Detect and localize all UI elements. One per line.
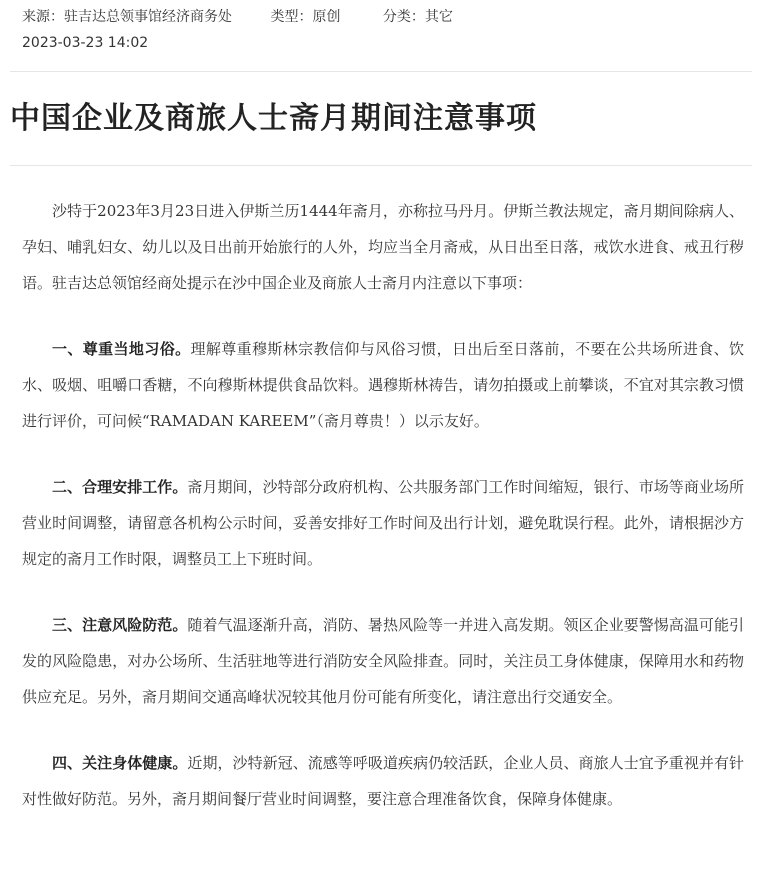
section-heading: 四、关注身体健康。 [52, 754, 188, 772]
section-body: 随着气温逐渐升高，消防、暑热风险等一并进入高发期。领区企业要警惕高温可能引发的风险隐患，对办公场所、生活驻地等进行消防安全风险排查。同时，关注员工身体健康，保障用水和药物供应充足。另外，斋月期间交通高峰状况较其他月份可能有所变化，请注意出行交通安全。 [22, 616, 744, 706]
intro-paragraph: 沙特于2023年3月23日进入伊斯兰历1444年斋月，亦称拉马丹月。伊斯兰教法规定，斋月期间除病人、孕妇、哺乳妇女、幼儿以及日出前开始旅行的人外，均应当全月斋戒，从日出至日落，戒饮水进食、戒丑行秽语。驻吉达总领馆经商处提示在沙中国企业及商旅人士斋月内注意以下事项： [22, 202, 744, 292]
section-body: 近期，沙特新冠、流感等呼吸道疾病仍较活跃，企业人员、商旅人士宜予重视并有针对性做好防范。另外，斋月期间餐厅营业时间调整，要注意合理准备饮食，保障身体健康。 [22, 754, 744, 808]
section-heading: 二、合理安排工作。 [52, 478, 188, 496]
section-paragraph [22, 607, 744, 715]
section-paragraph [22, 331, 744, 439]
section-paragraph [22, 745, 744, 817]
article-meta [22, 7, 453, 53]
article-body [22, 193, 744, 847]
source-label: 来源：驻吉达总领事馆经济商务处 [22, 9, 232, 25]
meta-row [22, 7, 453, 27]
title-divider [10, 165, 752, 166]
section-heading: 三、注意风险防范。 [52, 616, 188, 634]
header-divider [10, 71, 752, 72]
section-heading: 一、尊重当地习俗。 [52, 340, 191, 358]
section-paragraph [22, 469, 744, 577]
type-label: 类型：原创 [270, 9, 341, 25]
section-body: 理解尊重穆斯林宗教信仰与风俗习惯，日出后至日落前，不要在公共场所进食、饮水、吸烟、咀嚼口香糖，不向穆斯林提供食品饮料。遇穆斯林祷告，请勿拍摄或上前攀谈，不宜对其宗教习惯进行评价，可问候“RAMADAN KAREEM”（斋月尊贵！）以示友好。 [22, 340, 744, 430]
publish-date: 2023-03-23 14:02 [22, 35, 149, 51]
category-label: 分类：其它 [382, 9, 453, 25]
section-body: 斋月期间，沙特部分政府机构、公共服务部门工作时间缩短，银行、市场等商业场所营业时间调整，请留意各机构公示时间，妥善安排好工作时间及出行计划，避免耽误行程。此外，请根据沙方规定的斋月工作时限，调整员工上下班时间。 [22, 478, 744, 568]
article-title: 中国企业及商旅人士斋月期间注意事项 [10, 101, 537, 136]
